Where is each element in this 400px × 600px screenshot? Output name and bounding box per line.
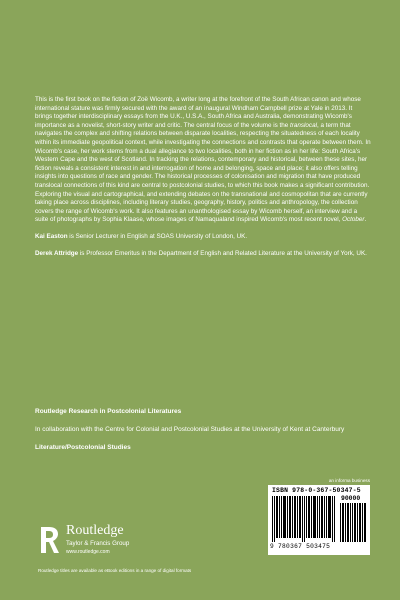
blurb-paragraph xyxy=(35,96,371,225)
editor-bio-attridge xyxy=(35,250,371,259)
editor-bio-text: is Senior Lecturer in English at SOAS University of London, UK. xyxy=(67,232,248,240)
isbn-barcode xyxy=(268,485,370,555)
series-info xyxy=(35,407,371,461)
series-title: Routledge Research in Postcolonial Literatures xyxy=(35,408,182,415)
editor-name: Derek Attridge xyxy=(35,249,79,257)
subject-category: Literature/Postcolonial Studies xyxy=(35,444,131,451)
blurb-novel-title: October xyxy=(342,216,365,224)
blurb-text-end: . xyxy=(364,216,367,224)
blurb-text-1: This is the first book on the fiction of Zoë Wicomb, a writer long at the forefront of the South African canon and whose international stature was firmly secured with the award of an inaugural Windham Campbell prize at Yale in 2013. It brings together interdisciplinary essays from the U.K., U.S.A., South Africa and Australia, demonstrating Wicomb's importance as a novelist, short-story writer and critic. The central focus of the volume is the xyxy=(35,96,361,129)
publisher-logo xyxy=(38,523,188,561)
price-code: 90000 xyxy=(341,495,361,502)
barcode-addon-bars xyxy=(340,503,366,542)
series-collaboration: In collaboration with the Centre for Colonial and Postcolonial Studies at the University of Kent at Canterbury xyxy=(35,426,345,433)
editor-name: Kai Easton xyxy=(35,232,68,240)
blurb-term-translocal: translocal xyxy=(290,121,317,129)
routledge-mark-icon xyxy=(38,525,60,555)
barcode-digits: 9 780367 503475 xyxy=(270,543,331,550)
informa-imprint: an informa business xyxy=(328,478,370,483)
publisher-url: www.routledge.com xyxy=(66,549,110,555)
book-blurb xyxy=(35,96,371,266)
ebook-note: Routledge titles are available as eBook editions in a range of digital formats xyxy=(38,568,192,573)
blurb-text-2: , a term that navigates the complex and shifting relations between disparate localities, respecting the situatedness of each locality within its immediate geopolitical context, while investigating the connections and contrasts that operate between them. In Wicomb's case, her work stems from a dual allegiance to two localities, both in her fiction as in her life: South Africa's Western Cape and the west of Scotland. In tracking the relations, contemporary and historical, between these sites, her fiction reveals a consistent interest in and interrogation of home and belonging, space and place; it also offers telling insights into questions of race and gender. The historical processes of colonisation and migration that have produced translocal connections of this kind are central to postcolonial studies, to which this book makes a significant contribution. Exploring the visual and cartographical, and extending debates on the transnational and cosmopolitan that are currently taking place across disciplines, including literary studies, geography, history, politics and anthropology, the collection covers the range of Wicomb's work. It also features an unanthologised essay by Wicomb herself, an interview and a suite of photographs by Sophia Klaase, whose images of Namaqualand inspired Wicomb's most recent novel, xyxy=(35,121,371,224)
isbn-label: ISBN 978-0-367-50347-5 xyxy=(272,487,361,494)
publisher-group: Taylor & Francis Group xyxy=(66,540,130,547)
editor-bio-easton xyxy=(35,233,371,242)
editor-bio-text: is Professor Emeritus in the Department of English and Related Literature at the University of York, UK. xyxy=(78,249,367,257)
barcode-main-bars xyxy=(272,496,336,542)
publisher-name: Routledge xyxy=(66,523,124,538)
